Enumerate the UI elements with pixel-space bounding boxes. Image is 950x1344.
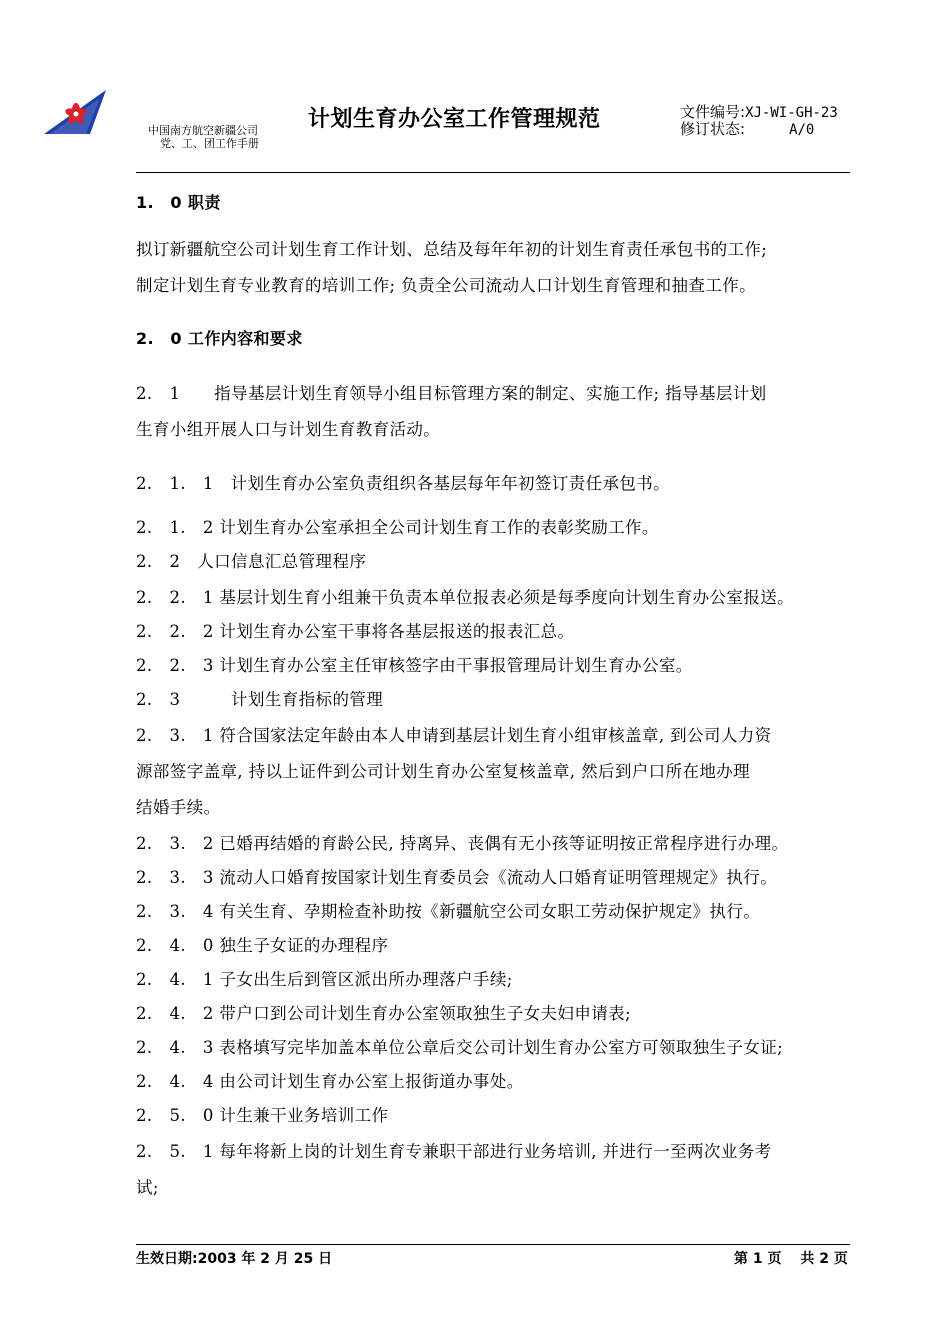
company-line-1: 中国南方航空新疆公司 [148, 124, 258, 137]
paragraph-line: 2. 4. 0 独生子女证的办理程序 [136, 936, 389, 955]
document-title: 计划生育办公室工作管理规范 [308, 107, 601, 132]
paragraph-line: 2. 2. 3 计划生育办公室主任审核签字由干事报管理局计划生育办公室。 [136, 656, 693, 675]
paragraph-line: 2. 3. 1 符合国家法定年龄由本人申请到基层计划生育小组审核盖章, 到公司人力资 [136, 726, 772, 745]
paragraph-line: 生育小组开展人口与计划生育教育活动。 [136, 420, 441, 439]
paragraph-line: 2. 1. 2 计划生育办公室承担全公司计划生育工作的表彰奖励工作。 [136, 518, 659, 537]
paragraph-line: 结婚手续。 [136, 798, 221, 817]
effective-date: 生效日期:2003 年 2 月 25 日 [136, 1251, 333, 1267]
paragraph-line: 2. 5. 1 每年将新上岗的计划生育专兼职干部进行业务培训, 并进行一至两次业务考 [136, 1142, 772, 1161]
header-divider [136, 172, 850, 173]
company-name [148, 124, 259, 150]
page-number: 第 1 页 共 2 页 [734, 1251, 848, 1267]
doc-number-row [680, 104, 838, 121]
paragraph-line: 制定计划生育专业教育的培训工作; 负责全公司流动人口计划生育管理和抽查工作。 [136, 276, 757, 295]
paragraph-line: 2. 3. 3 流动人口婚育按国家计划生育委员会《流动人口婚育证明管理规定》执行。 [136, 868, 778, 887]
paragraph-line: 2. 4. 4 由公司计划生育办公室上报街道办事处。 [136, 1072, 524, 1091]
revision-label: 修订状态: [680, 120, 746, 138]
document-meta [680, 104, 838, 138]
paragraph-line: 2. 2 人口信息汇总管理程序 [136, 552, 367, 571]
paragraph-line: 2. 4. 2 带户口到公司计划生育办公室领取独生子女夫妇申请表; [136, 1004, 631, 1023]
paragraph-line: 2. 2. 2 计划生育办公室干事将各基层报送的报表汇总。 [136, 622, 575, 641]
paragraph-line: 2. 4. 3 表格填写完毕加盖本单位公章后交公司计划生育办公室方可领取独生子女证; [136, 1038, 784, 1057]
company-line-2: 党、工、团工作手册 [160, 137, 259, 150]
revision-value: A/0 [789, 122, 815, 138]
paragraph-line: 2. 5. 0 计生兼干业务培训工作 [136, 1106, 389, 1125]
paragraph-line: 2. 3. 4 有关生育、孕期检查补助按《新疆航空公司女职工劳动保护规定》执行。 [136, 902, 761, 921]
paragraph-line: 2. 1 指导基层计划生育领导小组目标管理方案的制定、实施工作; 指导基层计划 [136, 384, 767, 403]
doc-number-label: 文件编号: [680, 103, 746, 121]
paragraph-line: 2. 3. 2 已婚再结婚的育龄公民, 持离异、丧偶有无小孩等证明按正常程序进行办理。 [136, 834, 789, 853]
kapok-flower-icon [40, 88, 112, 138]
section-heading-work: 2. 0 工作内容和要求 [136, 329, 303, 348]
paragraph-line: 2. 2. 1 基层计划生育小组兼干负责本单位报表必须是每季度向计划生育办公室报送。 [136, 588, 795, 607]
section-heading-duties: 1. 0 职责 [136, 193, 221, 212]
paragraph-line: 源部签字盖章, 持以上证件到公司计划生育办公室复核盖章, 然后到户口所在地办理 [136, 762, 751, 781]
paragraph-line: 2. 4. 1 子女出生后到管区派出所办理落户手续; [136, 970, 513, 989]
paragraph-line: 2. 3 计划生育指标的管理 [136, 690, 384, 709]
paragraph-line: 拟订新疆航空公司计划生育工作计划、总结及每年年初的计划生育责任承包书的工作; [136, 240, 768, 259]
paragraph-line: 试; [136, 1178, 159, 1197]
doc-number: XJ-WI-GH-23 [745, 105, 838, 121]
airline-logo [40, 88, 112, 138]
revision-row [680, 121, 838, 138]
footer-divider [136, 1244, 850, 1245]
paragraph-line: 2. 1. 1 计划生育办公室负责组织各基层每年年初签订责任承包书。 [136, 474, 671, 493]
